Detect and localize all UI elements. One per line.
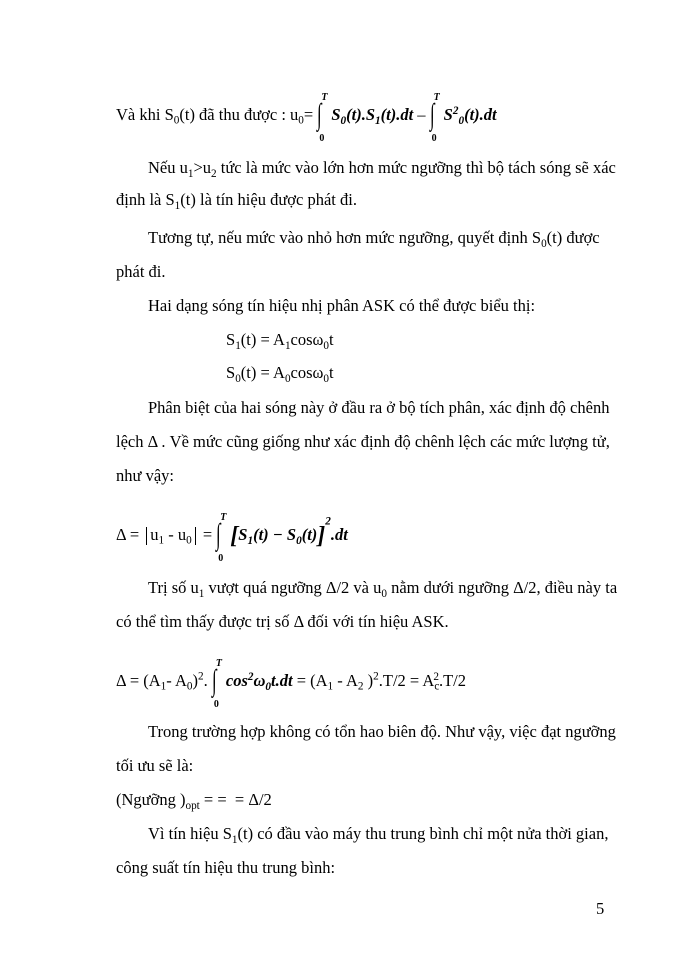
text: (t).dt: [380, 104, 414, 124]
text: Δ =: [116, 524, 144, 544]
subscript: 0: [323, 372, 330, 385]
text: (t) đã thu được : u: [179, 104, 299, 124]
text: Tương tự, nếu mức vào nhỏ hơn mức ngưỡng, quyết định S: [148, 228, 542, 247]
paragraph-line: [148, 722, 616, 742]
text: S: [331, 104, 341, 124]
integrand-cos: [225, 670, 293, 693]
integral-glyph: ∫: [211, 664, 217, 697]
subscript: 1: [158, 534, 165, 547]
integral-upper: T: [321, 92, 328, 103]
text: ): [363, 670, 374, 690]
paragraph-line: [148, 158, 616, 180]
integral-upper: T: [433, 92, 440, 103]
text: S: [443, 104, 453, 124]
paragraph-line: [116, 858, 335, 878]
subscript: 1: [327, 680, 334, 693]
integral-lower: 0: [213, 699, 219, 710]
subscript: 1: [187, 167, 194, 180]
text: định là S: [116, 190, 175, 209]
subscript: 0: [323, 339, 330, 352]
equation-delta: [116, 512, 348, 564]
text: lệch Δ . Về mức cũng giống như xác định độ chênh lệch các mức lượng tử,: [116, 432, 610, 451]
text: tối ưu sẽ là:: [116, 756, 194, 775]
subscript: 1: [174, 199, 181, 212]
subscript: 0: [340, 114, 347, 127]
text: Trong trường hợp không có tổn hao biên độ. Như vậy, việc đạt ngưỡng: [148, 722, 616, 741]
integral-sign: [216, 512, 230, 564]
text: t: [329, 330, 334, 349]
text: Trị số u: [148, 578, 199, 597]
text: (t) được: [546, 228, 600, 247]
text: - u: [164, 524, 187, 544]
text: ): [192, 670, 199, 690]
subscript: 0: [265, 680, 272, 693]
text: t.dt: [271, 670, 293, 690]
text: (t) là tín hiệu được phát đi.: [180, 190, 357, 209]
text: = (A: [292, 670, 328, 690]
subscript: 0: [235, 372, 241, 385]
superscript: 2: [433, 670, 439, 683]
text: (Ngưỡng ): [116, 790, 186, 809]
superscript: 2: [325, 515, 331, 528]
text: (t): [301, 524, 318, 544]
text: Vì tín hiệu S: [148, 824, 232, 843]
equation-threshold: [116, 790, 272, 810]
subscript: 0: [298, 114, 304, 127]
text: (t) = A: [240, 363, 285, 382]
integral-lower: 0: [319, 133, 325, 144]
text: (t) = A: [240, 330, 285, 349]
paragraph-line: [116, 262, 166, 282]
text: S: [226, 363, 236, 382]
abs-bar: [195, 527, 196, 545]
paragraph-line: [148, 228, 600, 250]
text: nằm dưới ngưỡng Δ/2, điều này ta: [386, 578, 618, 597]
text: (t).dt: [464, 104, 497, 124]
integrand-delta: [230, 515, 348, 549]
text: =: [198, 524, 217, 544]
text: = = = Δ/2: [199, 790, 272, 809]
subscript: 1: [375, 114, 381, 127]
equation-s1: [226, 330, 334, 350]
equation-delta-ask: [116, 658, 466, 710]
subscript: 0: [458, 114, 465, 127]
text: vượt quá ngưỡng Δ/2 và u: [204, 578, 382, 597]
subscript: 2: [211, 167, 217, 180]
subscript: 0: [541, 237, 547, 250]
text: như vậy:: [116, 466, 174, 485]
subscript: c: [434, 680, 440, 693]
text: t: [329, 363, 334, 382]
subscript: 0: [284, 372, 291, 385]
superscript: 2: [373, 670, 379, 683]
integral-glyph: ∫: [317, 98, 322, 131]
paragraph-line: [116, 612, 449, 632]
paragraph-line: [148, 296, 535, 316]
text: S: [226, 330, 236, 349]
text: Nếu u: [148, 158, 188, 177]
bracket: ]: [317, 523, 326, 549]
subscript: 0: [296, 534, 302, 547]
text: u: [150, 524, 159, 544]
integral-sign: [211, 658, 226, 710]
text: cosω: [290, 363, 324, 382]
text: (t) − S: [253, 524, 297, 544]
text: tức là mức vào lớn hơn mức ngưỡng thì bộ tách sóng sẽ xác: [216, 158, 616, 177]
text: (t).S: [346, 104, 376, 124]
page-number: 5: [596, 899, 605, 918]
subscript: opt: [185, 799, 200, 812]
text: công suất tín hiệu thu trung bình:: [116, 858, 336, 877]
text: phát đi.: [116, 262, 166, 281]
integrand-2: [443, 104, 497, 127]
text: .T/2 = A: [378, 670, 435, 690]
text: =: [303, 104, 314, 124]
integral-upper: T: [220, 512, 227, 523]
subscript: 1: [231, 833, 238, 846]
integral-sign: [317, 92, 331, 144]
text: .T/2: [438, 670, 466, 690]
integral-glyph: ∫: [429, 98, 435, 131]
text: .dt: [330, 524, 348, 544]
equation-s0: [226, 363, 334, 383]
paragraph-line: [116, 432, 610, 452]
integrand-1: [331, 104, 414, 127]
text: - A: [166, 670, 187, 690]
text: Δ = (A: [116, 670, 161, 690]
paragraph-line: [148, 398, 610, 418]
text: cos: [225, 670, 248, 690]
subscript: 0: [186, 534, 192, 547]
integral-glyph: ∫: [216, 518, 221, 551]
minus: –: [413, 104, 430, 124]
superscript: 2: [247, 670, 254, 683]
subscript: 0: [381, 587, 387, 600]
text: >u: [193, 158, 212, 177]
text: Phân biệt của hai sóng này ở đầu ra ở bộ tích phân, xác định độ chênh: [148, 398, 610, 417]
subscript: 1: [160, 680, 167, 693]
subscript: 0: [186, 680, 193, 693]
subscript: 1: [247, 534, 254, 547]
integral-sign: [429, 92, 444, 144]
subscript: 2: [357, 680, 364, 693]
integral-lower: 0: [218, 553, 224, 564]
subscript: 0: [173, 114, 180, 127]
abs-bar: [146, 527, 147, 545]
text: có thể tìm thấy được trị số Δ đối với tín hiệu ASK.: [116, 612, 449, 631]
text: (t) có đầu vào máy thu trung bình chỉ một nửa thời gian,: [237, 824, 609, 843]
text: cosω: [290, 330, 324, 349]
paragraph-line: [116, 466, 174, 486]
text: Và khi S: [116, 104, 174, 124]
subscript: 1: [235, 339, 241, 352]
paragraph-line: [148, 824, 609, 846]
subscript: 1: [198, 587, 205, 600]
bracket: [: [230, 523, 239, 549]
integral-upper: T: [215, 658, 222, 669]
text: .: [203, 670, 212, 690]
superscript: 2: [452, 104, 459, 117]
text: S: [238, 524, 248, 544]
text: ω: [253, 670, 266, 690]
paragraph-line: [116, 756, 193, 776]
formula-u0-line: [116, 92, 497, 144]
text: Hai dạng sóng tín hiệu nhị phân ASK có thể được biểu thị:: [148, 296, 536, 315]
integral-lower: 0: [431, 133, 437, 144]
text: - A: [333, 670, 358, 690]
paragraph-line: [116, 190, 357, 210]
superscript: 2: [198, 670, 204, 683]
subscript: 1: [284, 339, 291, 352]
paragraph-line: [148, 578, 618, 600]
